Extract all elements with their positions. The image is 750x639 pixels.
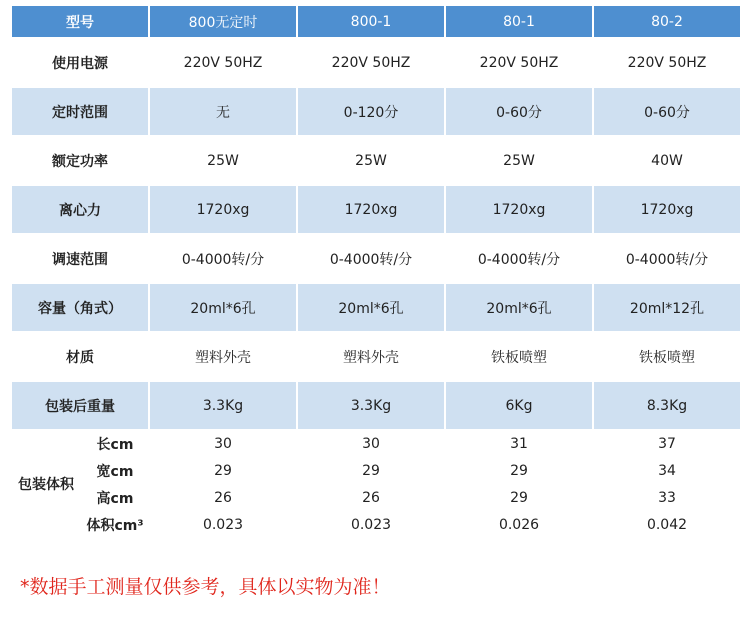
cell-value: 29 xyxy=(446,458,592,483)
cell-value: 0.023 xyxy=(298,512,444,537)
cell-value: 31 xyxy=(446,431,592,456)
cell-value: 1720xg xyxy=(150,186,296,233)
cell-value: 220V 50HZ xyxy=(446,39,592,86)
cell-value: 塑料外壳 xyxy=(150,333,296,380)
cell-value: 3.3Kg xyxy=(150,382,296,429)
cell-value: 1720xg xyxy=(298,186,444,233)
header-row xyxy=(12,6,740,37)
cell-value: 0.042 xyxy=(594,512,740,537)
header-label: 型号 xyxy=(12,6,148,37)
package-row xyxy=(12,431,740,456)
cell-value: 0-60分 xyxy=(446,88,592,135)
cell-value: 220V 50HZ xyxy=(298,39,444,86)
package-sub-label: 高cm xyxy=(82,485,148,510)
package-group-label: 包装体积 xyxy=(12,431,80,537)
model-name: 800无定时 xyxy=(150,6,296,37)
table-row xyxy=(12,137,740,184)
cell-value: 25W xyxy=(446,137,592,184)
cell-value: 塑料外壳 xyxy=(298,333,444,380)
cell-value: 29 xyxy=(446,485,592,510)
table-row xyxy=(12,284,740,331)
cell-value: 20ml*6孔 xyxy=(298,284,444,331)
cell-value: 29 xyxy=(150,458,296,483)
cell-value: 0-4000转/分 xyxy=(150,235,296,282)
package-row xyxy=(12,512,740,537)
cell-value: 40W xyxy=(594,137,740,184)
table-row xyxy=(12,88,740,135)
row-label: 使用电源 xyxy=(12,39,148,86)
cell-value: 无 xyxy=(150,88,296,135)
row-label: 调速范围 xyxy=(12,235,148,282)
cell-value: 0-4000转/分 xyxy=(594,235,740,282)
package-row xyxy=(12,458,740,483)
cell-value: 0.026 xyxy=(446,512,592,537)
cell-value: 铁板喷塑 xyxy=(446,333,592,380)
row-label: 额定功率 xyxy=(12,137,148,184)
cell-value: 0-4000转/分 xyxy=(446,235,592,282)
cell-value: 220V 50HZ xyxy=(594,39,740,86)
cell-value: 20ml*6孔 xyxy=(446,284,592,331)
cell-value: 0-60分 xyxy=(594,88,740,135)
cell-value: 30 xyxy=(298,431,444,456)
cell-value: 34 xyxy=(594,458,740,483)
package-row xyxy=(12,485,740,510)
cell-value: 30 xyxy=(150,431,296,456)
model-name: 80-1 xyxy=(446,6,592,37)
row-label: 离心力 xyxy=(12,186,148,233)
cell-value: 3.3Kg xyxy=(298,382,444,429)
cell-value: 25W xyxy=(150,137,296,184)
cell-value: 20ml*6孔 xyxy=(150,284,296,331)
cell-value: 0-4000转/分 xyxy=(298,235,444,282)
table-row xyxy=(12,235,740,282)
cell-value: 37 xyxy=(594,431,740,456)
package-sub-label: 宽cm xyxy=(82,458,148,483)
table-row xyxy=(12,186,740,233)
cell-value: 铁板喷塑 xyxy=(594,333,740,380)
row-label: 包装后重量 xyxy=(12,382,148,429)
package-sub-label: 体积cm³ xyxy=(82,512,148,537)
disclaimer-note: *数据手工测量仅供参考，具体以实物为准！ xyxy=(20,576,391,598)
cell-value: 0.023 xyxy=(150,512,296,537)
cell-value: 33 xyxy=(594,485,740,510)
cell-value: 0-120分 xyxy=(298,88,444,135)
cell-value: 26 xyxy=(298,485,444,510)
row-label: 材质 xyxy=(12,333,148,380)
package-sub-label: 长cm xyxy=(82,431,148,456)
cell-value: 1720xg xyxy=(594,186,740,233)
row-label: 定时范围 xyxy=(12,88,148,135)
cell-value: 6Kg xyxy=(446,382,592,429)
spec-table xyxy=(10,4,742,539)
cell-value: 220V 50HZ xyxy=(150,39,296,86)
cell-value: 20ml*12孔 xyxy=(594,284,740,331)
model-name: 800-1 xyxy=(298,6,444,37)
row-label: 容量（角式） xyxy=(12,284,148,331)
model-name: 80-2 xyxy=(594,6,740,37)
cell-value: 8.3Kg xyxy=(594,382,740,429)
table-row xyxy=(12,39,740,86)
table-row xyxy=(12,333,740,380)
cell-value: 29 xyxy=(298,458,444,483)
cell-value: 26 xyxy=(150,485,296,510)
cell-value: 1720xg xyxy=(446,186,592,233)
table-row xyxy=(12,382,740,429)
cell-value: 25W xyxy=(298,137,444,184)
